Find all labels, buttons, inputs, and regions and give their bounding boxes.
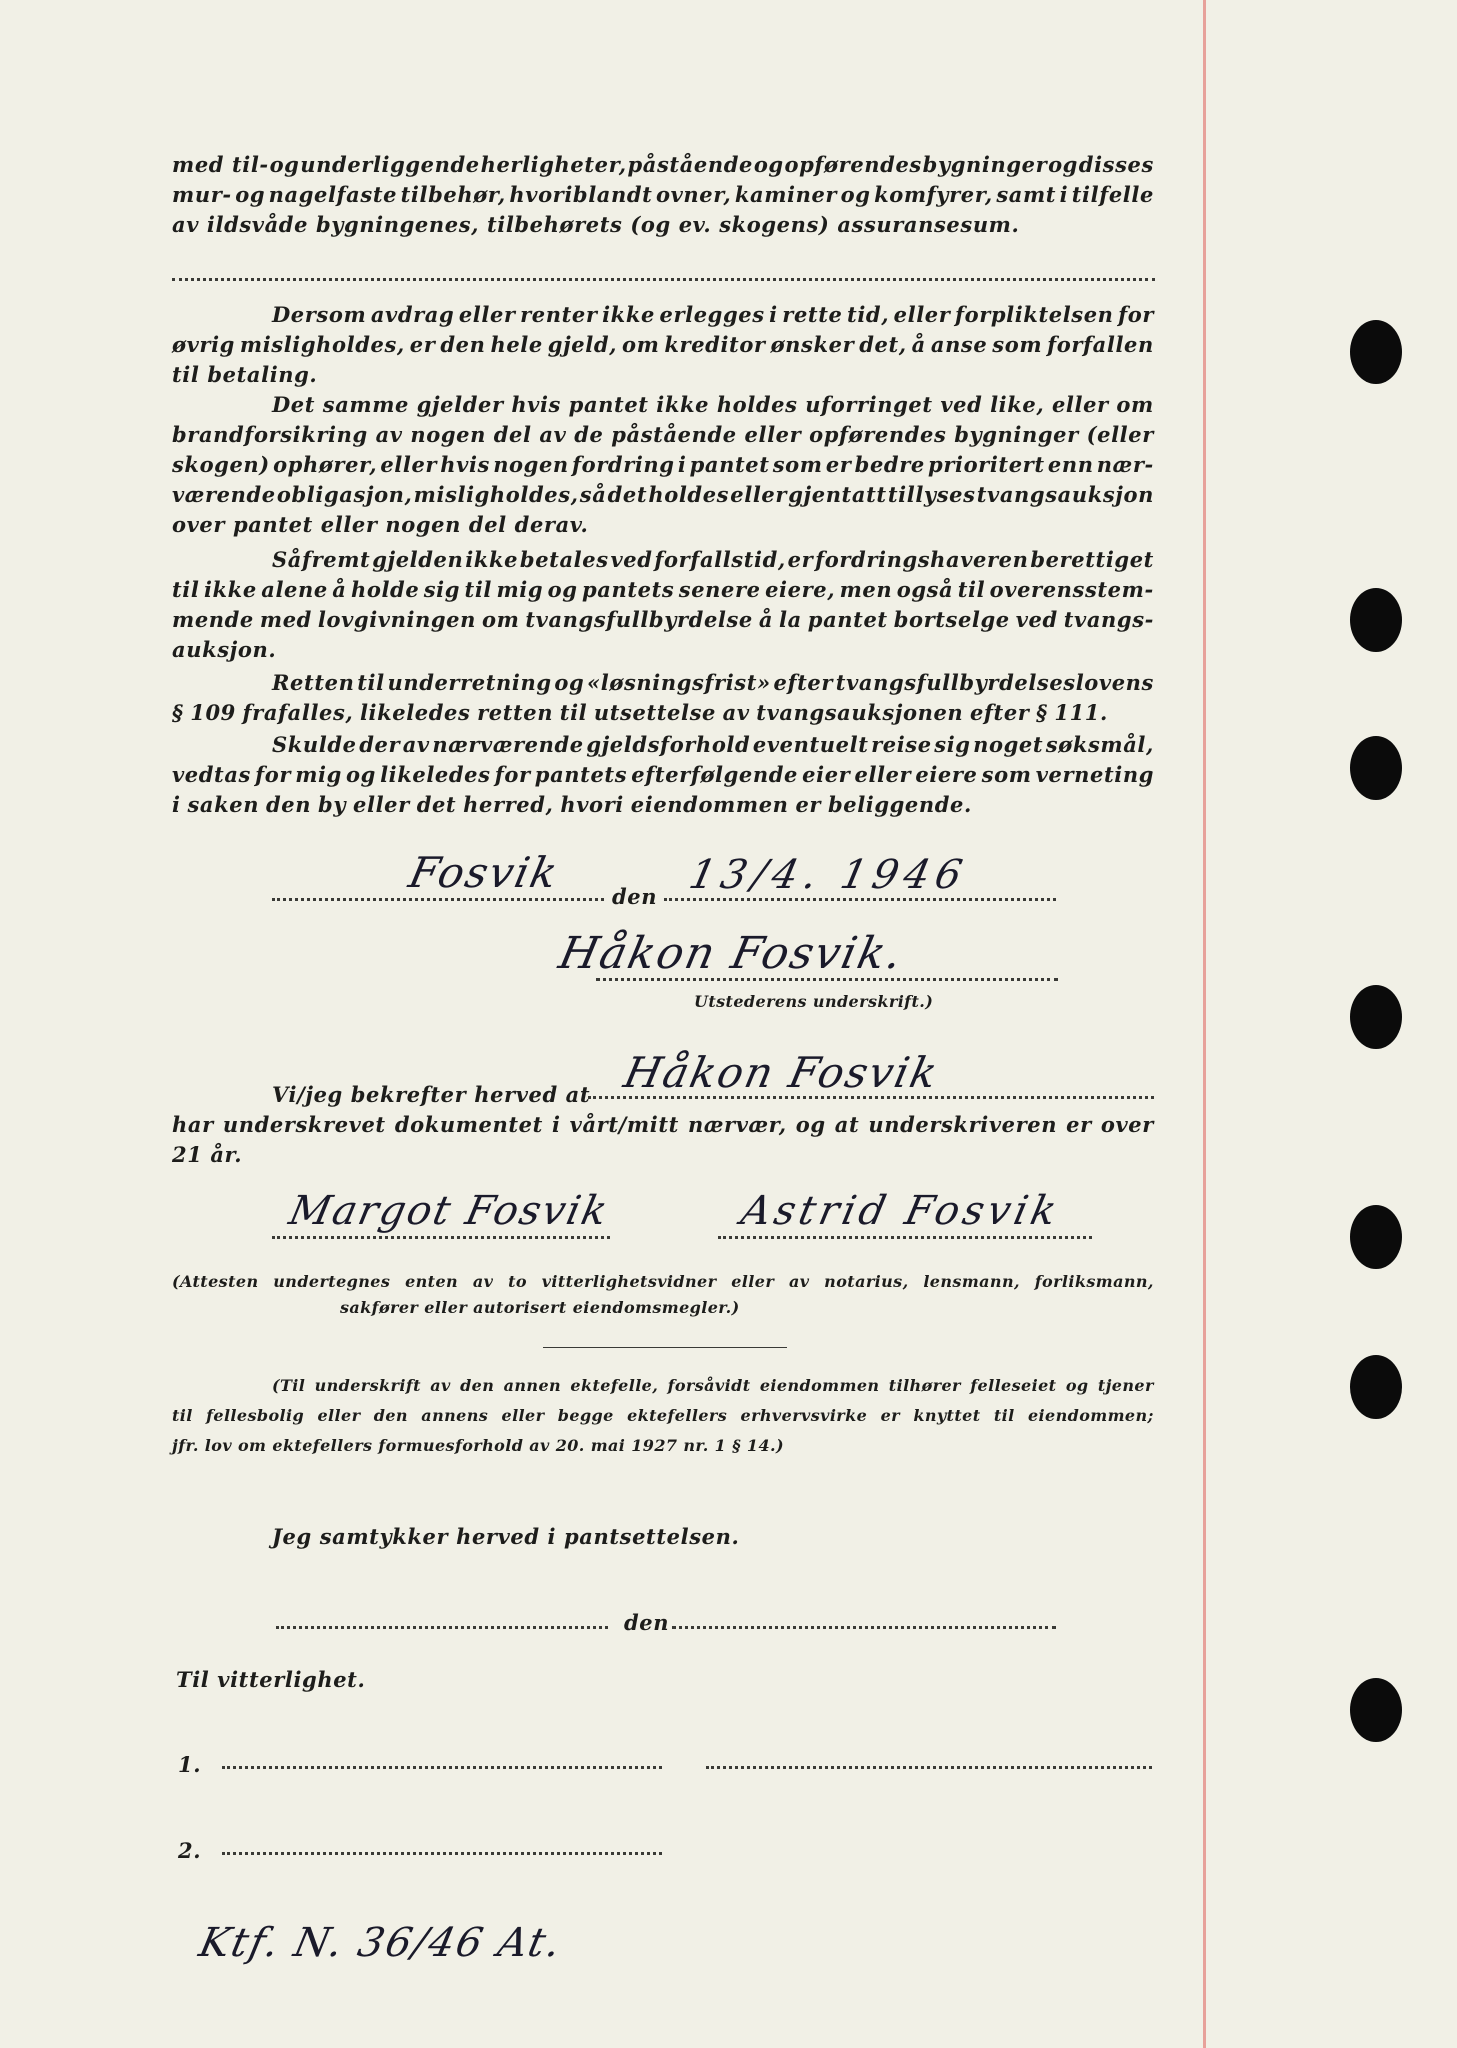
word: er xyxy=(787,547,814,572)
word: i xyxy=(769,302,778,327)
word: med til- xyxy=(172,152,269,177)
punch-hole xyxy=(1350,1205,1402,1269)
word: ved xyxy=(610,547,653,572)
word: Såfremt xyxy=(272,547,371,572)
text-line xyxy=(172,575,1154,605)
spouse-note-line xyxy=(272,1372,1154,1400)
word: også xyxy=(896,577,954,602)
word: til xyxy=(357,670,385,695)
word: så xyxy=(579,482,607,507)
word: nogen xyxy=(493,452,569,477)
word: bortselge xyxy=(893,607,1010,632)
word: Det xyxy=(272,392,316,417)
text-line: 21 år. xyxy=(172,1142,243,1167)
word: eiere, xyxy=(765,577,836,602)
word: med xyxy=(259,607,312,632)
word: eiere xyxy=(915,762,978,787)
text-line: over pantet eller nogen del derav. xyxy=(172,512,589,537)
word: avdrag xyxy=(370,302,455,327)
word: anse xyxy=(930,332,988,357)
word: hvis xyxy=(511,392,561,417)
word: forliksmann, xyxy=(1034,1272,1154,1291)
witness-title: Til vitterlighet. xyxy=(176,1667,366,1692)
word: eiendommen xyxy=(630,792,789,817)
word: del xyxy=(493,422,532,447)
word: forsåvidt xyxy=(667,1376,751,1395)
word: som xyxy=(992,332,1043,357)
den-label: den xyxy=(612,884,658,909)
word: herred, xyxy=(463,792,554,817)
word: tillyses xyxy=(887,482,976,507)
word: den xyxy=(373,1406,408,1425)
word: vedtas xyxy=(172,762,251,787)
text-line xyxy=(172,790,972,820)
word: er xyxy=(1066,1112,1092,1137)
word: å xyxy=(758,607,774,632)
word: underretning xyxy=(387,670,552,695)
word: for xyxy=(1118,302,1154,327)
word: tvangsfullbyrdelse xyxy=(525,607,753,632)
word: om xyxy=(621,332,660,357)
word: i xyxy=(1059,182,1069,207)
word: like, xyxy=(990,392,1045,417)
word: sig xyxy=(423,577,461,602)
word: lovgivningen xyxy=(317,607,476,632)
word: berettiget xyxy=(1030,547,1154,572)
word: alene xyxy=(261,577,328,602)
punch-hole xyxy=(1350,1678,1402,1742)
word: pantet xyxy=(689,452,770,477)
word: uforringet xyxy=(805,392,933,417)
word: det, xyxy=(859,332,907,357)
word: søksmål, xyxy=(1045,732,1154,757)
word: renter xyxy=(520,302,598,327)
word: til xyxy=(464,577,492,602)
word: «løsningsfrist» xyxy=(587,670,771,695)
word: og xyxy=(547,577,578,602)
word: utsettelse xyxy=(593,700,716,725)
punch-hole xyxy=(1350,320,1402,384)
word: efter xyxy=(773,670,834,695)
word: eller xyxy=(730,482,788,507)
word: nær- xyxy=(1096,452,1154,477)
word: kaminer xyxy=(734,182,838,207)
word: likeledes xyxy=(359,700,471,725)
word: mig xyxy=(496,577,544,602)
spouse-note-line: jfr. lov om ektefellers formuesforhold av 20. mai 1927 nr. 1 § 14.) xyxy=(172,1436,784,1455)
word: ved xyxy=(940,392,983,417)
word: holde xyxy=(350,577,420,602)
word: erhvervsvirke xyxy=(740,1406,868,1425)
date-handwriting: 13/4. 1946 xyxy=(685,852,972,898)
separator-dotted-line xyxy=(172,278,1155,281)
word: er xyxy=(880,1406,900,1425)
word: fordring xyxy=(572,452,675,477)
word: brandforsikring xyxy=(172,422,368,447)
text-line xyxy=(172,420,1154,450)
word: for xyxy=(255,762,292,787)
word: i xyxy=(552,1112,561,1137)
word: forfallstid, xyxy=(654,547,786,572)
word: pantet xyxy=(807,607,888,632)
text-line xyxy=(172,450,1154,480)
word: om xyxy=(481,607,520,632)
word: ikke xyxy=(656,392,710,417)
word: og xyxy=(1065,1376,1089,1395)
word: tid, xyxy=(847,302,890,327)
word: ikke xyxy=(465,547,519,572)
word: gjelder xyxy=(416,392,504,417)
word: av xyxy=(472,1272,494,1291)
word: nærvær, xyxy=(688,1112,787,1137)
word: fordringshaveren xyxy=(815,547,1029,572)
word: påstående xyxy=(611,422,737,447)
word: pantet xyxy=(568,392,649,417)
word: har xyxy=(172,1112,214,1137)
word: prioritert xyxy=(928,452,1045,477)
text-line xyxy=(172,698,1108,728)
word: (Attesten xyxy=(172,1272,259,1291)
word: underskriveren xyxy=(868,1112,1058,1137)
word: retten xyxy=(477,700,554,725)
word: underliggende xyxy=(300,152,480,177)
punch-hole xyxy=(1350,985,1402,1049)
word: opførendes xyxy=(809,422,947,447)
word: eventuelt xyxy=(752,732,869,757)
word: påstående xyxy=(627,152,753,177)
word: men xyxy=(839,577,893,602)
word: bygninger xyxy=(954,422,1079,447)
word: av xyxy=(788,1272,810,1291)
word: overensstem- xyxy=(989,577,1154,602)
word: enn xyxy=(1047,452,1094,477)
word: tvangsfullbyrdelseslovens xyxy=(835,670,1154,695)
word: at xyxy=(834,1112,860,1137)
word: ovner, xyxy=(656,182,732,207)
word: fellesbolig xyxy=(206,1406,305,1425)
word: 111. xyxy=(1054,700,1108,725)
word: eller xyxy=(317,1406,361,1425)
word: mur- xyxy=(172,182,232,207)
witness2-signature: Astrid Fosvik xyxy=(737,1188,1065,1234)
word: vitterlighetsvidner xyxy=(541,1272,717,1291)
date-dotted-line xyxy=(672,1626,1056,1629)
word: ektefellers xyxy=(627,1406,728,1425)
word: over xyxy=(1100,1112,1154,1137)
word: til xyxy=(957,577,986,602)
word: misligholdes, xyxy=(413,482,579,507)
witness-number: 2. xyxy=(178,1838,202,1863)
text-line xyxy=(172,180,1154,210)
consent-text: Jeg samtykker herved i pantsettelsen. xyxy=(272,1524,740,1549)
punch-hole xyxy=(1350,588,1402,652)
word: § xyxy=(172,700,184,725)
word: eller xyxy=(380,452,438,477)
punch-hole xyxy=(1350,736,1402,800)
word: misligholdes, xyxy=(239,332,405,357)
word: øvrig xyxy=(172,332,235,357)
word: og xyxy=(1048,152,1078,177)
witness-dotted-line xyxy=(706,1766,1152,1769)
word: for xyxy=(494,762,531,787)
word: eiendommen xyxy=(759,1376,880,1395)
word: nogen xyxy=(410,422,486,447)
word: hele xyxy=(490,332,543,357)
word: og xyxy=(753,152,784,177)
word: Retten xyxy=(272,670,355,695)
word: herligheter, xyxy=(480,152,627,177)
attestation-note: sakfører eller autorisert eiendomsmegler.) xyxy=(340,1298,740,1317)
registration-note-handwriting: Ktf. N. 36/46 At. xyxy=(195,1920,567,1966)
word: det xyxy=(416,792,457,817)
word: eller xyxy=(501,1406,545,1425)
word: senere xyxy=(678,577,761,602)
word: Dersom xyxy=(272,302,367,327)
word: ektefelle, xyxy=(570,1376,659,1395)
word: erlegges xyxy=(659,302,765,327)
word: samme xyxy=(322,392,409,417)
word: tvangsauksjon xyxy=(976,482,1154,507)
word: eier xyxy=(802,762,851,787)
word: og xyxy=(346,762,376,787)
word: hvis xyxy=(440,452,490,477)
text-line xyxy=(172,480,1154,510)
text-line: av ildsvåde bygningenes, tilbehørets (og ev. skogens) assuransesum. xyxy=(172,212,1020,237)
word: den xyxy=(440,332,486,357)
word: dokumentet xyxy=(394,1112,543,1137)
word: av xyxy=(402,732,430,757)
word: notarius, xyxy=(824,1272,909,1291)
witness-dotted-line xyxy=(222,1766,662,1769)
word: vårt/mitt xyxy=(569,1112,679,1137)
date-dotted-line xyxy=(664,898,1056,901)
signature-caption: Utstederens underskrift.) xyxy=(694,992,934,1011)
word: rette xyxy=(782,302,843,327)
word: opførendes xyxy=(784,152,922,177)
witness-number: 1. xyxy=(178,1752,202,1777)
word: eller xyxy=(353,792,410,817)
word: og xyxy=(795,1112,826,1137)
word: av xyxy=(375,422,403,447)
word: frafalles, xyxy=(242,700,354,725)
word: ønsker xyxy=(770,332,855,357)
word: begge xyxy=(557,1406,614,1425)
word: bygninger xyxy=(922,152,1048,177)
spouse-note-line xyxy=(172,1402,1154,1430)
word: i xyxy=(172,792,181,817)
word: tilfelle xyxy=(1071,182,1154,207)
word: to xyxy=(508,1272,527,1291)
word: disses xyxy=(1078,152,1154,177)
word: nærværende xyxy=(432,732,584,757)
word: lensmann, xyxy=(923,1272,1020,1291)
text-line xyxy=(272,390,1154,420)
red-margin-line xyxy=(1203,0,1206,2048)
witness1-signature: Margot Fosvik xyxy=(285,1188,614,1234)
word: om xyxy=(1116,392,1154,417)
word: holdes xyxy=(716,392,798,417)
word: annen xyxy=(503,1376,562,1395)
word: skogen) xyxy=(172,452,270,477)
word: ikke xyxy=(602,302,655,327)
text-line xyxy=(172,1110,1154,1140)
word: og xyxy=(235,182,266,207)
word: de xyxy=(574,422,604,447)
word: å xyxy=(332,577,347,602)
word: felleseiet xyxy=(970,1376,1057,1395)
word: eller xyxy=(731,1272,775,1291)
attestation-note xyxy=(172,1268,1154,1296)
word: annens xyxy=(421,1406,489,1425)
den-label: den xyxy=(624,1610,670,1635)
word: efter xyxy=(969,700,1030,725)
word: mende xyxy=(172,607,254,632)
text-line xyxy=(272,545,1154,575)
word: tilhører xyxy=(888,1376,961,1395)
place-dotted-line xyxy=(276,1626,608,1629)
word: til xyxy=(993,1406,1015,1425)
attestation-text: Vi/jeg bekrefter herved at xyxy=(272,1082,591,1107)
word: til xyxy=(559,700,588,725)
word: knyttet xyxy=(913,1406,981,1425)
word: obligasjon, xyxy=(276,482,413,507)
word: betales xyxy=(519,547,609,572)
word: by xyxy=(318,792,347,817)
word: forpliktelsen xyxy=(954,302,1114,327)
word: værende xyxy=(172,482,276,507)
word: likeledes xyxy=(380,762,491,787)
word: beliggende. xyxy=(827,792,972,817)
text-line xyxy=(272,300,1154,330)
punch-hole xyxy=(1350,1355,1402,1419)
word: tilbehør, xyxy=(400,182,506,207)
attested-name-handwriting: Håkon Fosvik xyxy=(619,1048,944,1097)
word: tvangs- xyxy=(1063,607,1154,632)
word: eller xyxy=(854,762,912,787)
word: (Til xyxy=(272,1376,306,1395)
word: gjelden xyxy=(372,547,464,572)
word: den xyxy=(266,792,312,817)
word: enten xyxy=(405,1272,459,1291)
word: eller xyxy=(1051,392,1109,417)
word: å xyxy=(911,332,926,357)
word: eiendommen; xyxy=(1027,1406,1154,1425)
word: den xyxy=(460,1376,495,1395)
word: til xyxy=(172,577,200,602)
word: av xyxy=(722,700,750,725)
word: er xyxy=(409,332,436,357)
word: ikke xyxy=(203,577,257,602)
text-line xyxy=(172,605,1154,635)
word: som xyxy=(772,452,823,477)
word: sig xyxy=(934,732,971,757)
word: av xyxy=(539,422,567,447)
word: eller xyxy=(893,302,951,327)
word: der xyxy=(359,732,401,757)
word: forfallen xyxy=(1047,332,1154,357)
text-line: til betaling. xyxy=(172,362,318,387)
word: undertegnes xyxy=(273,1272,391,1291)
word: og xyxy=(554,670,585,695)
word: § xyxy=(1036,700,1048,725)
word: gjeldsforhold xyxy=(586,732,751,757)
word: til xyxy=(172,1406,193,1425)
word: verneting xyxy=(1035,762,1154,787)
word: mig xyxy=(295,762,342,787)
text-line xyxy=(172,760,1154,790)
word: er xyxy=(825,452,852,477)
word: er xyxy=(795,792,822,817)
word: samt xyxy=(996,182,1057,207)
text-line xyxy=(172,330,1154,360)
word: reise xyxy=(871,732,932,757)
word: 109 xyxy=(190,700,236,725)
word: gjentatt xyxy=(788,482,887,507)
word: Skulde xyxy=(272,732,357,757)
word: tvangsauksjonen xyxy=(756,700,964,725)
word: hvoriblandt xyxy=(509,182,653,207)
word: saken xyxy=(187,792,260,817)
word: holdes xyxy=(648,482,730,507)
word: det xyxy=(607,482,648,507)
word: noget xyxy=(973,732,1044,757)
divider-line xyxy=(543,1347,787,1348)
word: ved xyxy=(1015,607,1058,632)
text-line: auksjon. xyxy=(172,637,277,662)
word: komfyrer, xyxy=(874,182,993,207)
text-line xyxy=(272,668,1154,698)
text-line xyxy=(272,730,1154,760)
place-dotted-line xyxy=(272,898,604,901)
word: la xyxy=(779,607,802,632)
word: eller xyxy=(744,422,802,447)
word: pantets xyxy=(581,577,675,602)
word: nagelfaste xyxy=(268,182,398,207)
witness-dotted-line xyxy=(272,1236,610,1239)
word: eller xyxy=(458,302,516,327)
word: tjener xyxy=(1097,1376,1154,1395)
word: i xyxy=(677,452,687,477)
witness-dotted-line xyxy=(718,1236,1092,1239)
word: gjeld, xyxy=(547,332,618,357)
word: av xyxy=(430,1376,451,1395)
issuer-signature: Håkon Fosvik. xyxy=(554,928,909,979)
word: og xyxy=(840,182,871,207)
word: hvori xyxy=(560,792,624,817)
word: ophører, xyxy=(273,452,378,477)
place-handwriting: Fosvik xyxy=(404,848,564,897)
word: bedre xyxy=(854,452,925,477)
word: kreditor xyxy=(664,332,766,357)
word: (eller xyxy=(1086,422,1154,447)
word: underskrift xyxy=(314,1376,421,1395)
word: underskrevet xyxy=(222,1112,386,1137)
word: og xyxy=(269,152,300,177)
word: pantets xyxy=(534,762,628,787)
witness-dotted-line xyxy=(222,1852,662,1855)
word: som xyxy=(981,762,1032,787)
text-line xyxy=(172,150,1154,180)
word: efterfølgende xyxy=(631,762,798,787)
